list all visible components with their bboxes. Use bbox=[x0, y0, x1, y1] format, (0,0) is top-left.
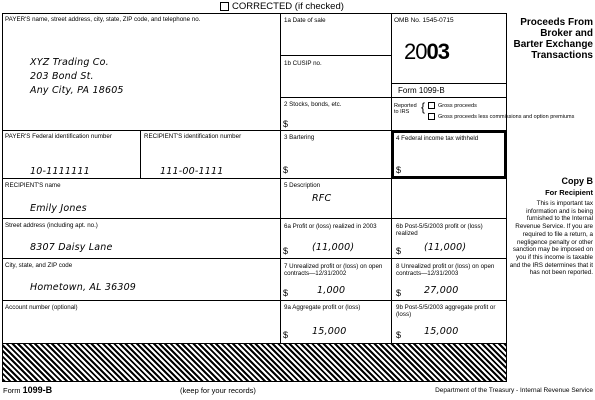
gross-less-checkbox[interactable] bbox=[428, 113, 435, 120]
rule-3-bottom bbox=[280, 178, 507, 179]
payer-name-line3[interactable]: Any City, PA 18605 bbox=[30, 85, 124, 96]
copy-b-subtitle: For Recipient bbox=[545, 188, 593, 197]
box-9b-value[interactable]: 15,000 bbox=[424, 326, 459, 337]
form-title bbox=[505, 17, 593, 61]
box-3-label: 3 Bartering bbox=[284, 134, 315, 141]
box-3-dollar: $ bbox=[283, 165, 289, 175]
box-7-value[interactable]: 1,000 bbox=[317, 285, 346, 296]
box-2-label: 2 Stocks, bonds, etc. bbox=[284, 101, 342, 108]
tax-year bbox=[404, 40, 449, 64]
hatched-area bbox=[3, 344, 506, 381]
footer-form-word: Form bbox=[3, 386, 21, 395]
rule-6-bottom bbox=[280, 258, 507, 259]
footer-form bbox=[3, 385, 52, 395]
recipient-id[interactable]: 111-00-1111 bbox=[160, 166, 224, 177]
payer-name-line2[interactable]: 203 Bond St. bbox=[30, 71, 94, 82]
recipient-street[interactable]: 8307 Daisy Lane bbox=[30, 242, 113, 253]
box-9b-dollar: $ bbox=[396, 330, 402, 340]
payer-name-line1[interactable]: XYZ Trading Co. bbox=[30, 57, 109, 68]
box-6b-dollar: $ bbox=[396, 246, 402, 256]
recipient-name[interactable]: Emily Jones bbox=[30, 203, 87, 214]
rule-1a-bottom bbox=[280, 55, 391, 56]
rule-form-label-top bbox=[391, 83, 507, 84]
rule-street-bottom bbox=[2, 258, 280, 259]
rule-payer-bottom bbox=[2, 130, 280, 131]
box-6a-dollar: $ bbox=[283, 246, 289, 256]
recipient-street-label: Street address (including apt. no.) bbox=[5, 222, 98, 229]
gross-proceeds-checkbox[interactable] bbox=[428, 102, 435, 109]
rule-5-bottom bbox=[280, 218, 507, 219]
gross-less-label: Gross proceeds less commissions and option premiums bbox=[438, 114, 575, 120]
box-8-label: 8 Unrealized profit or (loss) on open contracts—12/31/2003 bbox=[396, 263, 495, 277]
recipient-city-label: City, state, and ZIP code bbox=[5, 262, 73, 269]
box-1a-label: 1a Date of sale bbox=[284, 17, 326, 24]
form-title-line2: Broker and bbox=[540, 28, 593, 39]
omb-number: OMB No. 1545-0715 bbox=[394, 17, 454, 24]
box-8-dollar: $ bbox=[396, 288, 402, 298]
box-9b-label: 9b Post-5/5/2003 aggregate profit or (loss) bbox=[396, 304, 496, 318]
omb-form-label: Form 1099-B bbox=[398, 86, 445, 95]
rule-1b-bottom bbox=[280, 97, 507, 98]
box-5-label: 5 Description bbox=[284, 182, 321, 189]
box-9a-label: 9a Aggregate profit or (loss) bbox=[284, 304, 361, 311]
box-6a-label: 6a Profit or (loss) realized in 2003 bbox=[284, 223, 377, 230]
rule-name-bottom bbox=[2, 218, 280, 219]
gross-proceeds-label: Gross proceeds bbox=[438, 103, 477, 109]
box-6a-value[interactable]: (11,000) bbox=[312, 242, 355, 253]
box-4-label: 4 Federal income tax withheld bbox=[396, 135, 479, 142]
form-title-line4: Transactions bbox=[531, 50, 593, 61]
divider-payer-recipient-id bbox=[140, 130, 141, 178]
footer-keep: (keep for your records) bbox=[180, 386, 256, 395]
box-1b-label: 1b CUSIP no. bbox=[284, 60, 322, 67]
rule-id-bottom bbox=[2, 178, 280, 179]
box-7-dollar: $ bbox=[283, 288, 289, 298]
recipient-city[interactable]: Hometown, AL 36309 bbox=[30, 282, 137, 293]
payer-fed-id-label: PAYER'S Federal identification number bbox=[5, 133, 112, 140]
payer-fed-id[interactable]: 10-1111111 bbox=[30, 166, 90, 177]
copy-b-title: Copy B bbox=[561, 176, 593, 186]
box-4-dollar: $ bbox=[396, 165, 402, 175]
form-title-line3: Barter Exchange bbox=[513, 39, 593, 50]
tax-year-suffix: 03 bbox=[426, 39, 449, 64]
corrected-label: CORRECTED (if checked) bbox=[232, 1, 344, 12]
reported-to-irs-label: Reported to IRS bbox=[394, 103, 417, 115]
payer-name-label: PAYER'S name, street address, city, state, ZIP code, and telephone no. bbox=[5, 16, 201, 23]
copy-b-text: This is important tax information and is being furnished to the Internal Revenue Service. If you are required to file a return, a negligence penalty or other sanction may be imposed on you if this income is taxable and the IRS determines that it has not been reported. bbox=[509, 200, 593, 277]
footer-form-number: 1099-B bbox=[22, 385, 53, 395]
corrected-checkbox[interactable] bbox=[220, 2, 229, 11]
box-9a-value[interactable]: 15,000 bbox=[312, 326, 347, 337]
reported-brace: { bbox=[421, 100, 426, 114]
footer-dept: Department of the Treasury - Internal Revenue Service bbox=[435, 387, 593, 394]
box-9a-dollar: $ bbox=[283, 330, 289, 340]
recipient-name-label: RECIPIENT'S name bbox=[5, 182, 61, 189]
recipient-account-label: Account number (optional) bbox=[5, 304, 78, 311]
tax-year-prefix: 20 bbox=[404, 39, 427, 64]
box-7-label: 7 Unrealized profit or (loss) on open contracts—12/31/2002 bbox=[284, 263, 383, 277]
box-6b-value[interactable]: (11,000) bbox=[424, 242, 467, 253]
form-title-line1: Proceeds From bbox=[520, 17, 593, 28]
box-8-value[interactable]: 27,000 bbox=[424, 285, 459, 296]
rule-city-bottom bbox=[2, 300, 507, 301]
box-2-dollar: $ bbox=[283, 119, 289, 129]
box-6b-label: 6b Post-5/5/2003 profit or (loss) realized bbox=[396, 223, 483, 237]
recipient-id-label: RECIPIENT'S identification number bbox=[144, 133, 242, 140]
box-5-value[interactable]: RFC bbox=[312, 193, 332, 204]
